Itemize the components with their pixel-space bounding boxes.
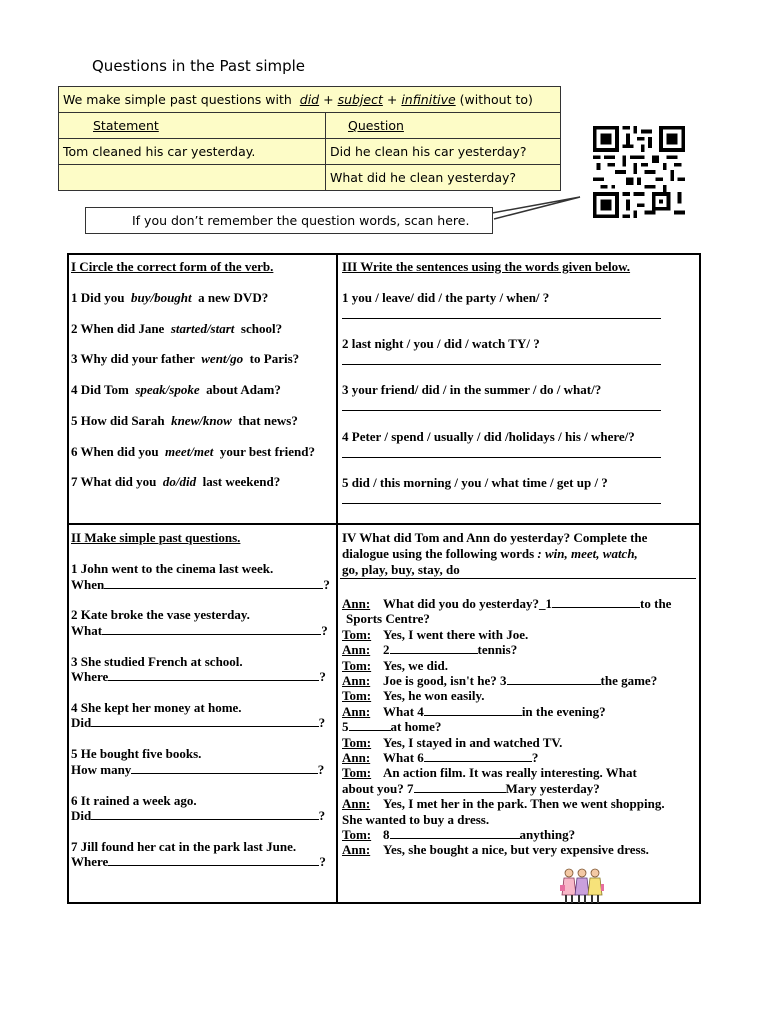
answer-line — [71, 808, 331, 823]
dialogue-line — [342, 658, 448, 673]
section1-heading: I Circle the correct form of the verb. — [71, 259, 274, 274]
answer-line — [71, 669, 331, 684]
answer-blank[interactable] — [91, 726, 318, 727]
answer-question-mark: ? — [319, 854, 326, 870]
shopping-girls-icon — [560, 867, 604, 905]
rule-did: did — [299, 92, 320, 107]
section4-heading-text: dialogue using the following words — [342, 546, 535, 561]
circle-item-text: 6 When did you — [71, 443, 159, 459]
section2-heading: II Make simple past questions. — [71, 530, 241, 545]
dialogue-speaker: Ann: — [342, 596, 371, 611]
prompt-sentence: 2 Kate broke the vase yesterday. — [71, 607, 250, 623]
dialogue-text: Yes, I stayed in and watched TV. — [383, 734, 563, 750]
verb-options[interactable]: knew/know — [171, 412, 232, 428]
answer-start-word: When — [71, 576, 105, 592]
circle-item-end: that news? — [238, 412, 298, 428]
dialogue-text: Yes, she bought a nice, but very expensive dress. — [383, 842, 649, 858]
sentence-answer-line[interactable] — [342, 503, 661, 504]
dialogue-text: 8 — [383, 827, 390, 842]
dialogue-speaker: Ann: — [342, 642, 371, 658]
word-prompt: 4 Peter / spend / usually / did /holidays / his / where/? — [342, 428, 635, 444]
rule-infinitive: infinitive — [401, 92, 456, 107]
verb-options[interactable]: speak/spoke — [135, 382, 200, 398]
circle-item — [71, 321, 282, 336]
dialogue-text: Joe is good, isn't he? 3 — [383, 673, 507, 688]
dialogue-line — [342, 673, 657, 688]
statement-header-cell — [59, 113, 326, 139]
circle-item-text: 4 Did Tom — [71, 382, 129, 398]
circle-item-end: to Paris? — [249, 351, 300, 367]
word-prompt: 5 did / this morning / you / what time / get up / ? — [342, 474, 608, 490]
answer-line — [71, 623, 331, 638]
dialogue-text: Yes, he won easily. — [383, 688, 485, 704]
dialogue-text: 5 — [342, 719, 349, 735]
answer-question-mark: ? — [319, 669, 326, 685]
sentence-answer-line[interactable] — [342, 318, 661, 319]
dialogue-text: 2 — [383, 642, 390, 658]
answer-line — [71, 854, 331, 869]
answer-question-mark: ? — [321, 622, 328, 638]
dialogue-line — [342, 719, 441, 734]
callout-tail-icon — [492, 195, 582, 225]
answer-start-word: Where — [71, 669, 109, 685]
dialogue-text: What 4 — [383, 703, 424, 719]
answer-blank[interactable] — [102, 634, 321, 635]
answer-start-word: Where — [71, 854, 109, 870]
sentence-answer-line[interactable] — [342, 364, 661, 365]
dialogue-speaker: Tom: — [342, 657, 372, 673]
circle-item-end: last weekend? — [202, 474, 281, 490]
dialogue-text: An action film. It was really interesting. What — [383, 765, 637, 781]
prompt-sentence: 6 It rained a week ago. — [71, 792, 197, 808]
answer-line — [71, 715, 331, 730]
prompt-sentence: 3 She studied French at school. — [71, 653, 243, 669]
section4-heading-rule — [340, 578, 696, 579]
dialogue-speaker: Tom: — [342, 734, 372, 750]
dialogue-line — [342, 596, 671, 611]
rule-subject: subject — [337, 92, 383, 107]
verb-options[interactable]: started/start — [170, 320, 235, 336]
dialogue-text: Sports Centre? — [346, 611, 430, 627]
circle-item-end: your best friend? — [219, 443, 316, 459]
verb-options[interactable]: buy/bought — [130, 290, 192, 305]
dialogue-text: to the — [640, 596, 672, 611]
example-wh-question: What did he clean yesterday? — [330, 170, 517, 185]
dialogue-text: the game? — [600, 673, 658, 688]
answer-start-word: What — [71, 622, 103, 638]
circle-item-text: 1 Did you — [71, 290, 125, 305]
dialogue-speaker: Ann: — [342, 673, 371, 688]
dialogue-text: She wanted to buy a dress. — [342, 811, 490, 827]
answer-blank[interactable] — [104, 588, 323, 589]
example-wh-question-cell — [326, 165, 561, 191]
prompt-sentence: 4 She kept her money at home. — [71, 699, 242, 715]
prompt-sentence: 5 He bought five books. — [71, 746, 202, 762]
dialogue-speaker: Ann: — [342, 703, 371, 719]
rule-row — [59, 87, 561, 113]
dialogue-speaker: Tom: — [342, 688, 372, 704]
rule-plus: + — [386, 92, 398, 107]
dialogue-text: tennis? — [477, 642, 518, 658]
circle-item — [71, 444, 315, 459]
dialogue-line — [342, 750, 538, 765]
dialogue-text: in the evening? — [521, 703, 606, 719]
circle-item — [71, 382, 281, 397]
word-prompt: 2 last night / you / did / watch TY/ ? — [342, 336, 540, 352]
section4-word-list-cont: go, play, buy, stay, do — [342, 562, 460, 577]
answer-start-word: Did — [71, 808, 92, 823]
dialogue-blank[interactable] — [390, 838, 520, 839]
dialogue-blank[interactable] — [424, 761, 532, 762]
dialogue-text: Yes, I met her in the park. Then we went shopping. — [383, 796, 665, 812]
answer-question-mark: ? — [318, 808, 326, 823]
qr-code-icon[interactable] — [590, 126, 688, 218]
empty-statement-cell — [59, 165, 326, 191]
circle-item — [71, 413, 298, 428]
dialogue-text: What did you do yesterday?_1 — [383, 596, 553, 611]
sentence-answer-line[interactable] — [342, 457, 661, 458]
dialogue-line — [342, 611, 430, 626]
rule-plus: + — [323, 92, 334, 107]
dialogue-text: at home? — [390, 719, 442, 735]
dialogue-line — [342, 796, 665, 811]
page-title: Questions in the Past simple — [92, 57, 306, 75]
answer-question-mark: ? — [317, 761, 325, 777]
dialogue-text: Yes, I went there with Joe. — [383, 626, 529, 642]
circle-item-end: a new DVD? — [198, 290, 269, 305]
question-header-cell — [326, 113, 561, 139]
answer-question-mark: ? — [323, 576, 330, 592]
rule-suffix: (without to) — [459, 92, 533, 107]
dialogue-line — [342, 704, 606, 719]
dialogue-text: Yes, we did. — [383, 657, 449, 673]
dialogue-blank[interactable] — [507, 684, 601, 685]
example-statement: Tom cleaned his car yesterday. — [63, 144, 256, 159]
dialogue-speaker: Tom: — [342, 626, 372, 642]
dialogue-speaker: Ann: — [342, 750, 371, 765]
dialogue-speaker: Ann: — [342, 842, 371, 858]
circle-item — [71, 290, 268, 305]
dialogue-speaker: Tom: — [342, 827, 372, 842]
circle-item-end: school? — [240, 320, 283, 336]
answer-line — [71, 762, 331, 777]
circle-item-end: about Adam? — [206, 382, 281, 398]
qr-callout: If you don’t remember the question words, scan here. — [85, 207, 493, 234]
grid-divider-horizontal — [67, 523, 701, 525]
sentence-answer-line[interactable] — [342, 410, 661, 411]
answer-start-word: Did — [71, 715, 92, 731]
question-header: Question — [348, 118, 404, 133]
word-prompt: 1 you / leave/ did / the party / when/ ? — [342, 290, 550, 305]
example-statement-cell — [59, 139, 326, 165]
dialogue-text: What 6 — [383, 750, 424, 765]
dialogue-line — [342, 735, 562, 750]
dialogue-text: Mary yesterday? — [505, 780, 600, 796]
dialogue-line — [342, 765, 637, 780]
example-question: Did he clean his car yesterday? — [330, 144, 527, 159]
answer-blank[interactable] — [108, 680, 319, 681]
dialogue-text: about you? 7 — [342, 780, 414, 796]
dialogue-line — [342, 642, 517, 657]
dialogue-line — [342, 827, 575, 842]
dialogue-blank[interactable] — [424, 715, 522, 716]
dialogue-line — [342, 842, 649, 857]
dialogue-line — [342, 812, 489, 827]
circle-item-text: 3 Why did your father — [71, 351, 195, 367]
grid-divider-vertical — [336, 253, 338, 904]
section3-heading: III Write the sentences using the words given below. — [342, 259, 631, 274]
answer-start-word: How many — [71, 761, 132, 777]
prompt-sentence: 1 John went to the cinema last week. — [71, 561, 274, 576]
dialogue-text: anything? — [519, 827, 576, 842]
rule-table — [58, 86, 561, 191]
rule-prefix: We make simple past questions with — [63, 92, 292, 107]
dialogue-blank[interactable] — [390, 653, 478, 654]
dialogue-blank[interactable] — [349, 730, 391, 731]
example-question-cell — [326, 139, 561, 165]
dialogue-line — [342, 688, 484, 703]
word-prompt: 3 your friend/ did / in the summer / do / what/? — [342, 382, 602, 398]
verb-options[interactable]: meet/met — [165, 443, 214, 459]
section4-heading-line1: IV What did Tom and Ann do yesterday? Complete the — [342, 530, 648, 545]
dialogue-blank[interactable] — [552, 607, 640, 608]
section4-word-list: win, meet, watch, — [545, 546, 638, 561]
dialogue-line — [342, 781, 600, 796]
prompt-sentence: 7 Jill found her cat in the park last June. — [71, 838, 297, 854]
circle-item-text: 7 What did you — [71, 474, 157, 490]
dialogue-speaker: Ann: — [342, 796, 371, 812]
circle-item-text: 5 How did Sarah — [71, 412, 165, 428]
circle-item-text: 2 When did Jane — [71, 320, 165, 336]
circle-item — [71, 351, 299, 366]
answer-question-mark: ? — [318, 715, 326, 731]
dialogue-text: ? — [531, 750, 539, 765]
dialogue-blank[interactable] — [414, 792, 506, 793]
statement-header: Statement — [93, 118, 159, 133]
answer-line — [71, 577, 331, 592]
verb-options[interactable]: do/did — [162, 474, 197, 490]
dialogue-line — [342, 627, 528, 642]
circle-item — [71, 474, 280, 489]
answer-blank[interactable] — [131, 773, 317, 774]
answer-blank[interactable] — [108, 865, 319, 866]
section4-heading-colon: : — [537, 546, 542, 561]
dialogue-speaker: Tom: — [342, 765, 372, 781]
answer-blank[interactable] — [91, 819, 318, 820]
verb-options[interactable]: went/go — [201, 351, 244, 367]
section4-heading-line2 — [342, 546, 638, 561]
